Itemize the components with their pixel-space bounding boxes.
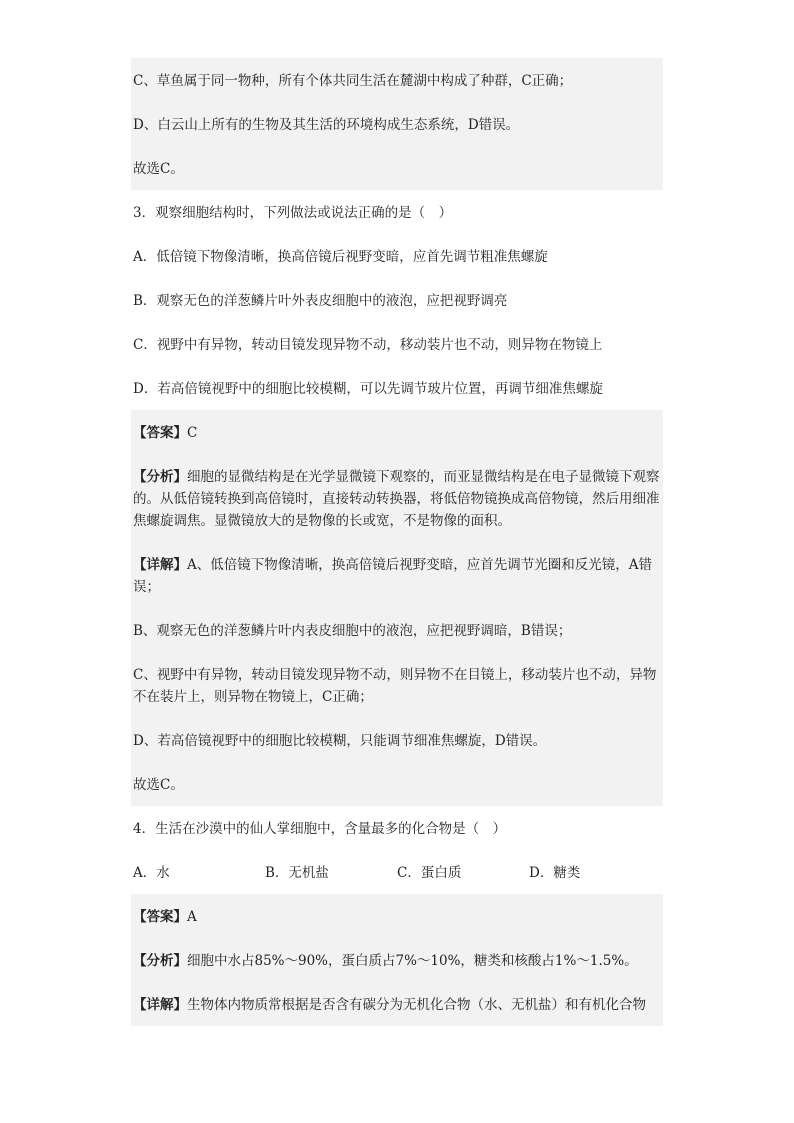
- document-page: [131, 58, 663, 1026]
- detail-tag: 【详解】: [133, 557, 187, 573]
- detail-text: 生物体内物质常根据是否含有碳分为无机化合物（水、无机盐）和有机化合物: [187, 997, 646, 1013]
- q2-conclusion: 故选C。: [131, 146, 663, 190]
- q3-detail-b: B、观察无色的洋葱鳞片叶内表皮细胞中的液泡，应把视野调暗，B错误；: [131, 608, 663, 652]
- q3-stem: 3．观察细胞结构时，下列做法或说法正确的是（ ）: [133, 205, 453, 221]
- q2-option-c-explanation: C、草鱼属于同一物种，所有个体共同生活在麓湖中构成了种群，C正确；: [131, 58, 663, 102]
- q2-option-d-explanation: D、白云山上所有的生物及其生活的环境构成生态系统，D错误。: [131, 102, 663, 146]
- analysis-tag: 【分析】: [133, 469, 187, 485]
- q3-detail-a: [131, 542, 663, 608]
- answer-value: C: [187, 425, 198, 441]
- q3-option-b: B．观察无色的洋葱鳞片叶外表皮细胞中的液泡，应把视野调亮: [133, 293, 508, 309]
- q4-detail: [131, 982, 663, 1026]
- q3-analysis: [131, 454, 663, 542]
- q3-option-c: C．视野中有异物，转动目镜发现异物不动，移动装片也不动，则异物在物镜上: [133, 337, 603, 353]
- analysis-text: 细胞的显微结构是在光学显微镜下观察的，而亚显微结构是在电子显微镜下观察的。从低倍镜转换到高倍镜时，直接转动转换器，将低倍物镜换成高倍物镜，然后用细准焦螺旋调焦。显微镜放大的是物像的长或宽，不是物像的面积。: [133, 469, 660, 529]
- q4-options: [131, 850, 663, 894]
- q4-option-c: C．蛋白质: [397, 865, 462, 881]
- q4-option-a: A．水: [133, 865, 170, 881]
- detail-tag: 【详解】: [133, 997, 187, 1013]
- q3-detail-c: C、视野中有异物，转动目镜发现异物不动，则异物不在目镜上，移动装片也不动，异物不在装片上，则异物在物镜上，C正确；: [131, 652, 663, 718]
- q4-option-b: B．无机盐: [265, 865, 329, 881]
- q3-option-a: A．低倍镜下物像清晰，换高倍镜后视野变暗，应首先调节粗准焦螺旋: [133, 249, 548, 265]
- detail-a-text: A、低倍镜下物像清晰，换高倍镜后视野变暗，应首先调节光圈和反光镜，A错误；: [133, 557, 652, 595]
- analysis-tag: 【分析】: [133, 953, 187, 969]
- q4-stem: 4．生活在沙漠中的仙人掌细胞中，含量最多的化合物是（ ）: [133, 821, 507, 837]
- answer-value: A: [187, 909, 197, 925]
- analysis-text: 细胞中水占85%～90%，蛋白质占7%～10%，糖类和核酸占1%～1.5%。: [187, 953, 638, 969]
- q3-answer: [131, 410, 663, 454]
- answer-tag: 【答案】: [133, 425, 187, 441]
- q4-answer: [131, 894, 663, 938]
- q3-conclusion: 故选C。: [131, 762, 663, 806]
- q4-option-d: D．糖类: [529, 865, 581, 881]
- q3-detail-d: D、若高倍镜视野中的细胞比较模糊，只能调节细准焦螺旋，D错误。: [131, 718, 663, 762]
- q3-option-d: D．若高倍镜视野中的细胞比较模糊，可以先调节玻片位置，再调节细准焦螺旋: [133, 381, 603, 397]
- answer-tag: 【答案】: [133, 909, 187, 925]
- q4-analysis: [131, 938, 663, 982]
